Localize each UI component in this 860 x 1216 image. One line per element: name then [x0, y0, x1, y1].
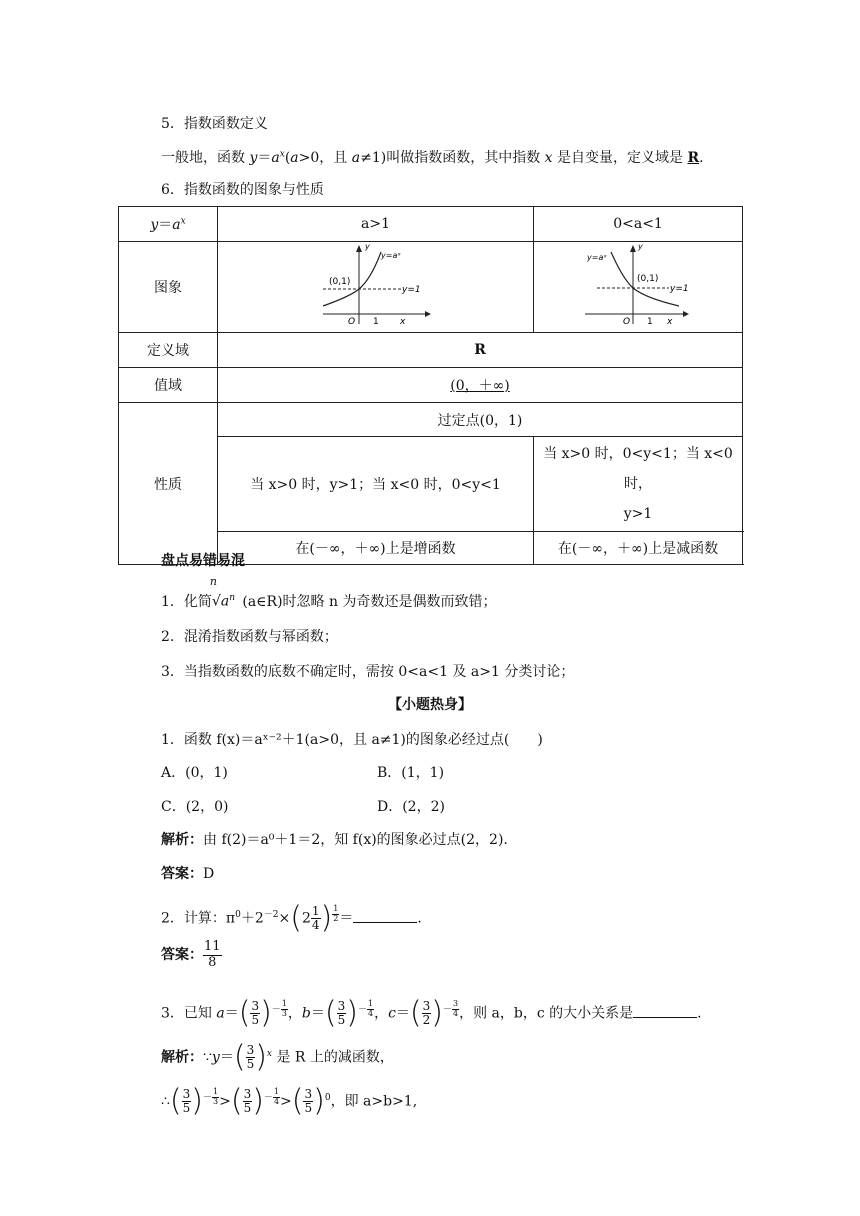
gt1-property: 当 x>0 时，y>1；当 x<0 时，0<y<1 [218, 437, 534, 532]
graph2-one: 1 [647, 317, 653, 326]
exp-function-definition: 一般地，函数 $y=a^x(a>0$，且 a≠1)叫做指数函数，其中指数 x 是自变量，定义域是 R. [161, 149, 704, 166]
graph1-x-label: x [399, 317, 405, 326]
q1-option-c: C．(2，0) [161, 799, 229, 815]
pitfall-2: 2．混淆指数函数与幂函数； [161, 629, 338, 645]
graph2-y-label: y [638, 244, 643, 251]
q2-answer-label: 答案： [161, 947, 203, 963]
gt1-monotonic: 在(－∞，＋∞)上是增函数 [218, 532, 534, 565]
header-a-lt1: 0<a<1 [534, 207, 743, 242]
header-func: $y=a^x$ [119, 207, 218, 242]
header-a-gt1: a>1 [218, 207, 534, 242]
lt1-monotonic: 在(－∞，＋∞)上是减函数 [534, 532, 743, 565]
pitfall-1-pre: 1．化简 [161, 594, 212, 610]
domain-value: R [218, 333, 743, 368]
question-3: 3．已知 a＝( $\frac{3}{5}$ )$^{- \frac{1}{3}}$ ，b＝( $\frac{3}{5}$ )$^{- \frac{1}{4}}$ ，c＝( $\frac{3}{2}$ )$^{- \frac{3}{4}}$ ，则 a，b，c 的大小关系是 . [161, 995, 702, 1031]
graph2-point-label: (0,1) [637, 274, 659, 284]
graph1-curve-label: y=aˣ [380, 251, 401, 260]
q1-option-a: A．(0，1) [161, 765, 228, 781]
decreasing-exp-graph [583, 244, 693, 326]
pitfall-1: 1．化简 n $√a^n$ (a∈R)时忽略 n 为奇数还是偶数而致错； [161, 575, 497, 610]
q3-solution-2: ∴( $\frac{3}{5}$ )$^{- \frac{1}{3}}$ >( $\frac{3}{5}$ )$^{- \frac{1}{4}}$ >( $\frac{3}{5}$ )$^0$，即 a>b>1, [161, 1083, 418, 1119]
q1-solution-label: 解析： [161, 832, 203, 848]
q3-pre: 3．已知 [161, 1005, 217, 1022]
graph1-origin: O [347, 317, 355, 326]
lt1-property-line2: y>1 [623, 506, 653, 522]
increasing-exp-graph [321, 244, 431, 326]
graph1-y-label: y [364, 244, 370, 251]
q1-answer [161, 863, 214, 883]
pitfall-3: 3．当指数函数的底数不确定时，需按 0<a<1 及 a>1 分类讨论； [161, 664, 575, 680]
q1-solution [161, 829, 508, 849]
q3-solution-1: 解析：∵y＝( $\frac{3}{5}$ )$^x$ 是 R 上的减函数， [161, 1039, 394, 1075]
q2-answer [161, 938, 222, 972]
graph1-one: 1 [372, 317, 379, 326]
def-mid: 叫做指数函数，其中指数 [386, 150, 545, 166]
question-2: 2．计算：$\pi^0+2^{-2}\times(2$ $\frac{1}{4}$ ) $^{\frac{1}{2}}$ ＝ . [161, 900, 422, 936]
properties-table [118, 206, 743, 565]
row-props-label: 性质 [119, 403, 218, 565]
q1-answer-label: 答案： [161, 866, 203, 882]
range-value [218, 368, 743, 403]
row-range-label: 值域 [119, 368, 218, 403]
graph1-hline-label: y=1 [401, 285, 421, 295]
warmup-heading: 【小题热身】 [388, 697, 472, 713]
q1-answer-value: D [203, 866, 215, 882]
q3-solution-label: 解析： [161, 1049, 203, 1066]
pitfalls-heading: 盘点易错易混 [161, 553, 245, 569]
q3-post: ，则 a，b，c 的大小关系是 [459, 1005, 634, 1022]
graph2-curve-label: y=aˣ [587, 253, 607, 262]
def-pre: 一般地，函数 [161, 150, 250, 166]
graph2-x-label: x [667, 317, 673, 326]
lt1-property-line1: 当 x>0 时，0<y<1；当 x<0 时， [543, 446, 733, 492]
def-post: 是自变量，定义域是 [552, 150, 688, 166]
graph2-origin: O [623, 317, 631, 326]
graph-decreasing [534, 242, 743, 333]
graph2-hline-label: y=1 [670, 284, 689, 294]
q1-option-d: D．(2，2) [377, 799, 445, 815]
q3-solution-2-post: ，即 a>b>1, [330, 1093, 418, 1110]
q2-pre: 2．计算： [161, 910, 226, 927]
q1-option-b: B．(1，1) [377, 765, 445, 781]
section6-heading: 6．指数函数的图象与性质 [161, 182, 324, 198]
lt1-property [534, 437, 743, 532]
q2-answer-denominator: 8 [208, 954, 217, 970]
q1-solution-text: 由 f(2)＝a⁰＋1＝2，知 f(x)的图象必过点(2，2). [203, 832, 508, 848]
graph1-point-label: (0,1) [328, 277, 350, 287]
question-1: 1．函数 f(x)＝aˣ⁻²＋1(a>0，且 a≠1)的图象必经过点( ) [161, 732, 543, 748]
range-value-text: (0，＋∞) [450, 378, 510, 394]
q3-solution-1-post: 是 R 上的减函数， [272, 1049, 394, 1066]
def-var: x [544, 150, 553, 166]
row-graph-label: 图象 [119, 242, 218, 333]
domain-symbol: R [687, 150, 700, 166]
row-domain-label: 定义域 [119, 333, 218, 368]
graph-increasing [218, 242, 534, 333]
pitfall-1-post: (a∈R)时忽略 n 为奇数还是偶数而致错； [237, 594, 497, 610]
fixed-point: 过定点(0，1) [218, 403, 743, 437]
q2-answer-numerator: 11 [204, 939, 221, 955]
section5-heading: 5．指数函数定义 [161, 116, 268, 132]
